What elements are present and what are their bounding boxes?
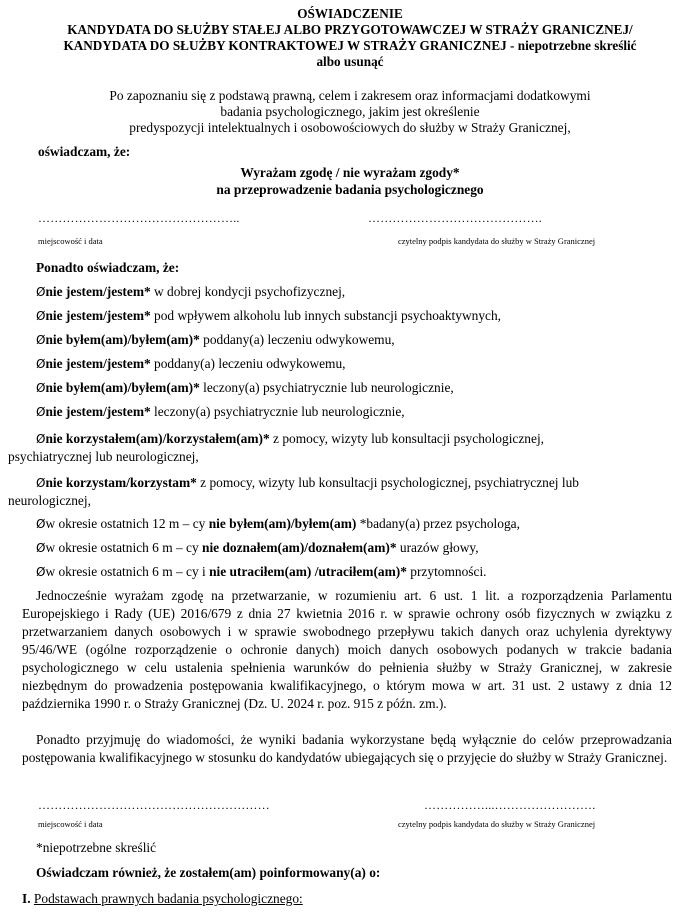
place-date-field-1[interactable]: ………………………………………….. <box>38 211 240 225</box>
gdpr-consent-paragraph: Jednocześnie wyrażam zgodę na przetwarzanie, w rozumieniu art. 6 ust. 1 lit. a rozporządzenia Parlamentu Europejskiego i Rady (UE) 2016/679 z dnia 27 kwietnia 2016 r. w sprawie ochrony osób fizycznych w związku z przetwarzaniem danych osobowych i w sprawie swobodnego przepływu takich danych oraz uchylenia dyrektywy 95/46/WE (ogólne rozporządzenie o ochronie danych) moich danych osobowych podanych w trakcie badania psychologicznego w celu ustalenia spełnienia warunków do pełnienia służby w Straży Granicznej, w zakresie niezbędnym do prowadzenia postępowania kwalifikacyjnego, o którym mowa w art. 31 ust. 2 ustawy z dnia 12 października 1990 r. o Straży Granicznej (Dz. U. 2024 r. poz. 915 z późn. zm.). <box>22 588 672 711</box>
period-declaration-item <box>36 539 656 557</box>
declaration-text: *badany(a) przez psychologa, <box>356 516 520 531</box>
period-declaration-item <box>36 563 656 581</box>
declaration-item <box>36 355 656 373</box>
intro-text <box>40 88 660 136</box>
checkbox-mark-icon[interactable]: Ø <box>36 476 46 490</box>
period-text: w okresie ostatnich 6 m – cy <box>45 540 203 555</box>
consent-statement <box>40 164 660 198</box>
header-line-2: KANDYDATA DO SŁUŻBY STAŁEJ ALBO PRZYGOTOWAWCZEJ W STRAŻY GRANICZNEJ/ <box>67 22 633 37</box>
checkbox-mark-icon[interactable]: Ø <box>36 565 46 579</box>
period-text: w okresie ostatnich 12 m – cy <box>45 516 209 531</box>
declaration-choice: nie byłem(am)/byłem(am)* <box>45 380 200 395</box>
checkbox-mark-icon[interactable]: Ø <box>36 357 46 371</box>
header-line-4: albo usunąć <box>316 54 384 69</box>
declaration-text: w dobrej kondycji psychofizycznej, <box>150 284 346 299</box>
declaration-choice: nie doznałem(am)/doznałem(am)* <box>202 540 397 555</box>
declaration-text: leczony(a) psychiatrycznie lub neurologicznie, <box>150 404 405 419</box>
signature-field-2[interactable]: ……………...……………………. <box>424 798 596 812</box>
header-line-3: KANDYDATA DO SŁUŻBY KONTRAKTOWEJ W STRAŻY GRANICZNEJ - niepotrzebne skreślić <box>63 38 637 53</box>
declaration-item <box>36 283 656 301</box>
declaration-choice: nie utraciłem(am) /utraciłem(am)* <box>209 564 407 579</box>
declaration-text-continued: psychiatrycznej lub neurologicznej, <box>8 449 199 464</box>
declare-heading: oświadczam, że: <box>38 144 131 159</box>
checkbox-mark-icon[interactable]: Ø <box>36 541 46 555</box>
declaration-choice: nie korzystam/korzystam* <box>45 475 197 490</box>
section-1-title: Podstawach prawnych badania psychologicznego: <box>33 891 303 906</box>
checkbox-mark-icon[interactable]: Ø <box>36 432 46 446</box>
informed-heading: Oświadczam również, że zostałem(am) poinformowany(a) o: <box>36 865 381 880</box>
declaration-choice: nie jestem/jestem* <box>45 284 151 299</box>
section-1-number: I. <box>22 891 31 906</box>
declaration-text: poddany(a) leczeniu odwykowemu, <box>199 332 395 347</box>
document-header <box>20 6 680 70</box>
declaration-choice: nie korzystałem(am)/korzystałem(am)* <box>45 431 270 446</box>
declaration-item <box>36 331 656 349</box>
declaration-choice: nie byłem(am)/byłem(am) <box>208 516 357 531</box>
consent-line-1: Wyrażam zgodę / nie wyrażam zgody* <box>240 165 460 180</box>
declaration-item <box>36 403 656 421</box>
place-date-label-1: miejscowość i data <box>38 236 103 246</box>
signature-label-1: czytelny podpis kandydata do służby w Straży Granicznej <box>398 236 596 246</box>
period-text: w okresie ostatnich 6 m – cy i <box>45 564 210 579</box>
checkbox-mark-icon[interactable]: Ø <box>36 517 46 531</box>
results-usage-paragraph: Ponadto przyjmuję do wiadomości, że wyniki badania wykorzystane będą wyłącznie do celów przeprowadzania postępowania kwalifikacyjnego w stosunku do kandydatów ubiegających się o przyjęcie do służby w Straży Granicznej. <box>22 732 672 765</box>
header-title: OŚWIADCZENIE <box>297 6 403 21</box>
declaration-item <box>8 430 662 466</box>
checkbox-mark-icon[interactable]: Ø <box>36 405 46 419</box>
declaration-text: leczony(a) psychiatrycznie lub neurologicznie, <box>199 380 454 395</box>
signature-label-2: czytelny podpis kandydata do służby w Straży Granicznej <box>398 819 596 829</box>
also-declare-heading: Ponadto oświadczam, że: <box>36 260 180 275</box>
intro-line-3: predyspozycji intelektualnych i osobowościowych do służby w Straży Granicznej, <box>129 120 571 135</box>
declaration-choice: nie byłem(am)/byłem(am)* <box>45 332 200 347</box>
checkbox-mark-icon[interactable]: Ø <box>36 333 46 347</box>
declaration-item <box>8 474 662 510</box>
declaration-text: urazów głowy, <box>396 540 479 555</box>
signature-field-1[interactable]: ……………………………………. <box>368 211 542 225</box>
checkbox-mark-icon[interactable]: Ø <box>36 309 46 323</box>
period-declaration-item <box>36 515 656 533</box>
declaration-text: przytomności. <box>406 564 487 579</box>
intro-line-1: Po zapoznaniu się z podstawą prawną, celem i zakresem oraz informacjami dodatkowymi <box>109 88 591 103</box>
declaration-choice: nie jestem/jestem* <box>45 356 151 371</box>
declaration-choice: nie jestem/jestem* <box>45 404 151 419</box>
section-1-heading <box>22 891 303 907</box>
declaration-text: poddany(a) leczeniu odwykowemu, <box>150 356 346 371</box>
declaration-item <box>36 379 656 397</box>
checkbox-mark-icon[interactable]: Ø <box>36 381 46 395</box>
consent-line-2: na przeprowadzenie badania psychologicznego <box>216 182 484 197</box>
place-date-field-2[interactable]: ………………………………………………… <box>38 798 270 812</box>
declaration-text: z pomocy, wizyty lub konsultacji psychologicznej, psychiatrycznej lub <box>196 475 579 490</box>
declaration-text-continued: neurologicznej, <box>8 493 91 508</box>
intro-line-2: badania psychologicznego, jakim jest określenie <box>220 104 480 119</box>
place-date-label-2: miejscowość i data <box>38 819 103 829</box>
declaration-item <box>36 307 656 325</box>
declaration-text: pod wpływem alkoholu lub innych substancji psychoaktywnych, <box>150 308 502 323</box>
declaration-text: z pomocy, wizyty lub konsultacji psychologicznej, <box>269 431 545 446</box>
checkbox-mark-icon[interactable]: Ø <box>36 285 46 299</box>
declaration-choice: nie jestem/jestem* <box>45 308 151 323</box>
footnote: *niepotrzebne skreślić <box>36 840 157 855</box>
